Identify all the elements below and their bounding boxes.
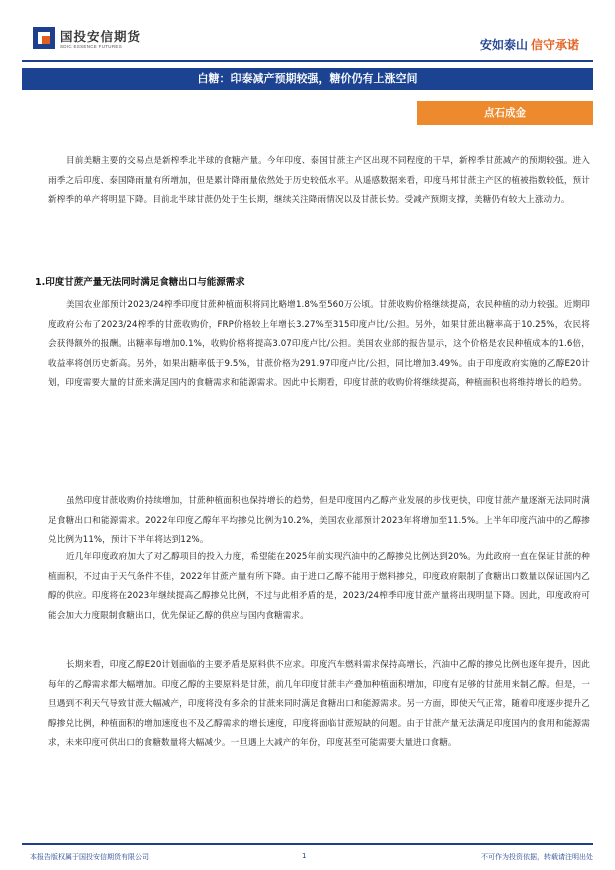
company-logo-icon bbox=[33, 27, 55, 49]
page-header bbox=[0, 0, 615, 62]
footer-disclaimer: 不可作为投资依据，转载请注明出处 bbox=[481, 853, 593, 861]
footer-copyright: 本报告版权属于国投安信期货有限公司 bbox=[30, 853, 149, 861]
section-paragraph-2: 虽然印度甘蔗收购价持续增加，甘蔗种植面积也保持增长的趋势，但是印度国内乙醇产业发展的步伐更快，印度甘蔗产量逐渐无法同时满足食糖出口和能源需求。2022年印度乙醇年平均掺兑比例为10.2%，美国农业部预计2023年将增加至11.5%。上半年印度汽油中的乙醇掺兑比例为11%，预计下半年将达到12%。 bbox=[48, 496, 590, 546]
section-paragraph-1: 美国农业部预计2023/24榨季印度甘蔗种植面积将同比略增1.8%至560万公顷。甘蔗收购价格继续提高，农民种植的动力较强。近期印度政府公布了2023/24榨季的甘蔗收购价，FRP价格较上年增长3.27%至315印度卢比/公担。另外，如果甘蔗出糖率高于10.25%，农民将会获得额外的报酬。出糖率每增加0.1%，收购价格将提高3.07印度卢比/公担。美国农业部的报告显示，这个价格是农民种植成本的1.6倍，收益率将创历史新高。另外，如果出糖率低于9.5%，甘蔗价格为291.97印度卢比/公担，同比增加3.49%。由于印度政府实施的乙醇E20计划，印度需要大量的甘蔗来满足国内的食糖需求和能源需求。因此中长期看，印度甘蔗的收购价将继续提高，种植面积也将维持增长的趋势。 bbox=[48, 300, 590, 389]
page-number: 1 bbox=[302, 852, 307, 860]
section-paragraph-4: 长期来看，印度乙醇E20计划面临的主要矛盾是原料供不应求。印度汽车燃料需求保持高增长，汽油中乙醇的掺兑比例也逐年提升，因此每年的乙醇需求都大幅增加。印度乙醇的主要原料是甘蔗，前几年印度甘蔗丰产叠加种植面积增加，印度有足够的甘蔗用来制乙醇。但是，一旦遇到不利天气导致甘蔗大幅减产，印度将没有多余的甘蔗来同时满足食糖出口和能源需求。另一方面，即使天气正常，随着印度逐步提升乙醇掺兑比例，种植面积的增加速度也不及乙醇需求的增长速度，印度将面临甘蔗短缺的问题。由于甘蔗产量无法满足印度国内的食用和能源需求，未来印度可供出口的食糖数量将大幅减少。一旦遇上大减产的年份，印度甚至可能需要大量进口食糖。 bbox=[48, 660, 590, 749]
company-name: 国投安信期货 bbox=[60, 29, 142, 44]
company-name-en: SDIC ESSENCE FUTURES bbox=[60, 44, 123, 49]
header-divider bbox=[22, 60, 593, 62]
section-paragraph-3: 近几年印度政府加大了对乙醇项目的投入力度，希望能在2025年前实现汽油中的乙醇掺兑比例达到20%。为此政府一直在保证甘蔗的种植面积，不过由于天气条件不佳，2022年甘蔗产量有所下降。由于进口乙醇不能用于燃料掺兑，印度政府限制了食糖出口数量以保证国内乙醇的供应。印度将在2023年继续提高乙醇掺兑比例，不过与此相矛盾的是，2023/24榨季印度甘蔗产量将出现明显下降。因此，印度政府可能会加大力度限制食糖出口，优先保证乙醇的供应与国内食糖需求。 bbox=[48, 552, 590, 621]
intro-paragraph: 目前美糖主要的交易点是新榨季北半球的食糖产量。今年印度、泰国甘蔗主产区出现不同程度的干旱，新榨季甘蔗减产的预期较强。进入雨季之后印度、泰国降雨量有所增加，但是累计降雨量依然处于历史较低水平。从遥感数据来看，印度马邦甘蔗主产区的植被指数较低，预计新榨季的单产将明显下降。目前北半球甘蔗仍处于生长期，继续关注降雨情况以及甘蔗长势。受减产预期支撑，美糖仍有较大上涨动力。 bbox=[48, 156, 590, 206]
slogan-part-1: 安如泰山 bbox=[479, 38, 528, 52]
column-tag: 点石成金 bbox=[417, 101, 593, 125]
slogan bbox=[480, 36, 579, 53]
section-heading: 1.印度甘蔗产量无法同时满足食糖出口与能源需求 bbox=[35, 277, 245, 288]
article-title: 白糖：印泰减产预期较强，糖价仍有上涨空间 bbox=[22, 68, 593, 90]
footer-divider bbox=[22, 843, 593, 845]
slogan-part-2: 信守承诺 bbox=[530, 38, 579, 52]
